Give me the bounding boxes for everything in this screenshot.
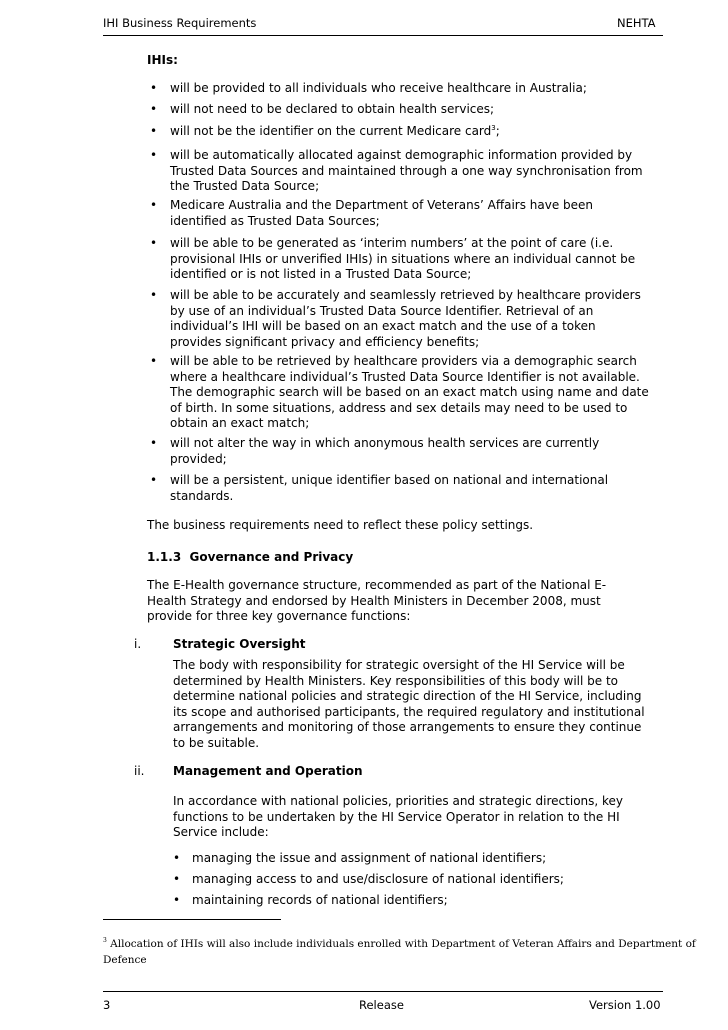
bullet-icon: •: [150, 81, 158, 95]
header-divider: [103, 35, 663, 36]
bullet-icon: •: [173, 851, 181, 865]
page-number: 3: [103, 998, 111, 1012]
list-item-line: will not need to be declared to obtain health services;: [170, 102, 495, 116]
list-item: [170, 436, 599, 467]
list-item-line: the Trusted Data Source;: [170, 179, 320, 193]
bullet-icon: •: [150, 148, 158, 162]
list-item-line: will be provided to all individuals who receive healthcare in Australia;: [170, 81, 587, 95]
list-item-line: standards.: [170, 488, 234, 503]
policy-sentence: The business requirements need to reflect these policy settings.: [147, 518, 534, 532]
bullet-icon: •: [173, 893, 181, 907]
header-title: IHI Business Requirements: [103, 16, 257, 30]
list-item-line: provisional IHIs or unverified IHIs) in situations where an individual cannot be: [170, 251, 636, 266]
bullet-icon: •: [150, 473, 158, 487]
paragraph-line: to be suitable.: [173, 735, 260, 750]
list-item: [170, 148, 643, 195]
function-title: Strategic Oversight: [173, 637, 306, 651]
bullet-icon: •: [150, 198, 158, 212]
list-item-line: Medicare Australia and the Department of Veterans’ Affairs have been: [170, 198, 594, 212]
paragraph-line: In accordance with national policies, priorities and strategic directions, key: [173, 794, 624, 808]
paragraph-line: The E-Health governance structure, recommended as part of the National E-: [147, 578, 607, 592]
list-item-line: obtain an exact match;: [170, 416, 310, 430]
section-number: 1.1.3: [147, 550, 182, 564]
paragraph-line: arrangements and monitoring of those arrangements to ensure they continue: [173, 720, 642, 734]
paragraph-line: its scope and authorised participants, the required regulatory and institutional: [173, 704, 645, 719]
list-item-line: will be able to be generated as ‘interim numbers’ at the point of care (i.e.: [170, 236, 614, 250]
list-item-line: individual’s IHI will be based on an exact match and the use of a token: [170, 319, 596, 333]
header-org: NEHTA: [617, 16, 656, 30]
paragraph-line: functions to be undertaken by the HI Service Operator in relation to the HI: [173, 809, 620, 824]
bullet-icon: •: [150, 124, 158, 138]
list-item: [170, 288, 641, 350]
list-item-line: identified as Trusted Data Sources;: [170, 213, 380, 228]
list-item: [170, 102, 494, 118]
list-item-text: will not be the identifier on the current Medicare card: [170, 124, 492, 138]
list-item-line: [170, 124, 500, 140]
bullet-icon: •: [150, 288, 158, 302]
footnote-text: Allocation of IHIs will also include individuals enrolled with Department of Veteran Affairs and Department of: [110, 938, 696, 950]
list-item: [170, 198, 593, 229]
bullet-icon: •: [173, 872, 181, 886]
list-item-line: will be able to be retrieved by healthcare providers via a demographic search: [170, 354, 637, 368]
footnote-reference[interactable]: 3: [491, 124, 496, 132]
intro-heading: IHIs:: [147, 53, 178, 67]
function-body: [173, 658, 645, 751]
list-item-line: identified or is not listed in a Trusted Data Source;: [170, 267, 472, 281]
paragraph-line: Health Strategy and endorsed by Health Ministers in December 2008, must: [147, 593, 601, 608]
list-item-suffix: ;: [495, 124, 500, 138]
list-item: [170, 473, 608, 504]
list-item-line: of birth. In some situations, address and sex details may need to be used to: [170, 400, 628, 415]
section-heading: [147, 550, 353, 566]
list-item: managing the issue and assignment of national identifiers;: [192, 851, 547, 865]
footnote-divider: [103, 919, 281, 920]
paragraph-line: Service include:: [173, 825, 269, 839]
list-item-line: where a healthcare individual’s Trusted Data Source Identifier is not available.: [170, 369, 640, 384]
governance-intro: [147, 578, 606, 625]
paragraph-line: The body with responsibility for strategic oversight of the HI Service will be: [173, 658, 625, 672]
bullet-icon: •: [150, 236, 158, 250]
footnote-number: 3: [103, 937, 107, 944]
list-item: managing access to and use/disclosure of national identifiers;: [192, 872, 564, 886]
list-item: [170, 81, 587, 97]
list-item: [170, 354, 649, 432]
list-item-line: The demographic search will be based on an exact match using name and date: [170, 385, 649, 399]
footer-divider: [103, 991, 663, 992]
bullet-icon: •: [150, 354, 158, 368]
list-item-line: Trusted Data Sources and maintained through a one way synchronisation from: [170, 163, 643, 178]
list-item-line: will be a persistent, unique identifier based on national and international: [170, 473, 609, 487]
bullet-icon: •: [150, 436, 158, 450]
footnote-line: [103, 936, 696, 952]
list-item: maintaining records of national identifiers;: [192, 893, 448, 907]
list-item-line: by use of an individual’s Trusted Data Source Identifier. Retrieval of an: [170, 303, 594, 318]
paragraph-line: provide for three key governance functions:: [147, 609, 411, 623]
list-item-line: will be automatically allocated against demographic information provided by: [170, 148, 633, 162]
list-item-line: provides significant privacy and efficiency benefits;: [170, 334, 480, 349]
list-item: [170, 236, 635, 283]
footnote-line: Defence: [103, 954, 147, 966]
function-numeral: ii.: [134, 764, 145, 778]
function-title: Management and Operation: [173, 764, 363, 778]
function-numeral: i.: [134, 637, 142, 651]
paragraph-line: determined by Health Ministers. Key responsibilities of this body will be to: [173, 673, 618, 688]
list-item-line: will not alter the way in which anonymous health services are currently: [170, 436, 600, 450]
footer-version: Version 1.00: [589, 998, 661, 1012]
function-body: [173, 794, 623, 841]
bullet-icon: •: [150, 102, 158, 116]
list-item-line: provided;: [170, 451, 227, 466]
section-title: Governance and Privacy: [189, 550, 354, 564]
list-item: [170, 124, 500, 140]
list-item-line: will be able to be accurately and seamlessly retrieved by healthcare providers: [170, 288, 641, 302]
paragraph-line: determine national policies and strategic direction of the HI Service, including: [173, 689, 642, 703]
footer-status: Release: [359, 998, 404, 1012]
footnote: [103, 936, 696, 968]
